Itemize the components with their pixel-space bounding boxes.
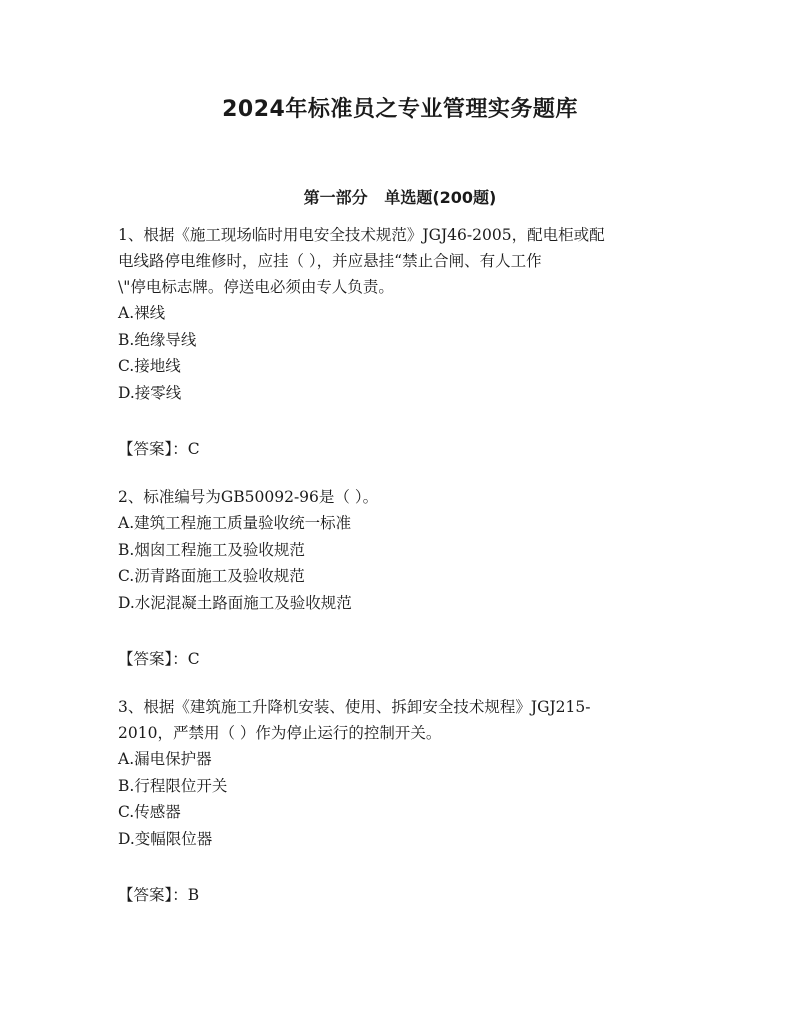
answer-value: C	[187, 440, 200, 458]
option-c: C.接地线	[118, 357, 181, 375]
answer-label: 【答案】：	[118, 886, 188, 904]
option-b: B.行程限位开关	[118, 776, 228, 795]
document-title: 2024年标准员之专业管理实务题库	[222, 97, 578, 122]
option-a: A.建筑工程施工质量验收统一标准	[118, 514, 352, 532]
answer-label: 【答案】：	[118, 440, 188, 458]
option-d: D.接零线	[118, 383, 182, 402]
option-d: D.水泥混凝土路面施工及验收规范	[118, 593, 352, 612]
answer-line	[118, 646, 683, 672]
question-stem-line: \"停电标志牌。停送电必须由专人负责。	[118, 278, 394, 296]
answer-value: C	[187, 650, 200, 668]
section-heading: 第一部分 单选题(200题)	[303, 188, 497, 207]
question-3	[118, 694, 683, 908]
option-c: C.传感器	[118, 803, 181, 821]
question-stem-line: 3、根据《建筑施工升降机安装、使用、拆卸安全技术规程》JGJ215-	[118, 698, 591, 716]
option-b: B.绝缘导线	[118, 330, 197, 349]
answer-value: B	[187, 886, 200, 904]
question-1	[118, 222, 683, 462]
answer-line	[118, 882, 683, 908]
option-c: C.沥青路面施工及验收规范	[118, 567, 305, 585]
question-list	[118, 222, 683, 930]
question-stem-line: 1、根据《施工现场临时用电安全技术规范》JGJ46-2005，配电柜或配	[118, 226, 605, 244]
option-a: A.漏电保护器	[118, 750, 212, 768]
answer-line	[118, 436, 683, 462]
question-stem-line: 2010，严禁用（ ）作为停止运行的控制开关。	[118, 724, 442, 742]
answer-label: 【答案】：	[118, 650, 188, 668]
option-a: A.裸线	[118, 304, 166, 322]
question-2	[118, 484, 683, 672]
option-d: D.变幅限位器	[118, 829, 213, 848]
option-b: B.烟囱工程施工及验收规范	[118, 540, 305, 559]
question-stem-line: 2、标准编号为GB50092-96是（ ）。	[118, 488, 379, 506]
question-stem-line: 电线路停电维修时，应挂（ ），并应悬挂“禁止合闸、有人工作	[118, 252, 542, 270]
